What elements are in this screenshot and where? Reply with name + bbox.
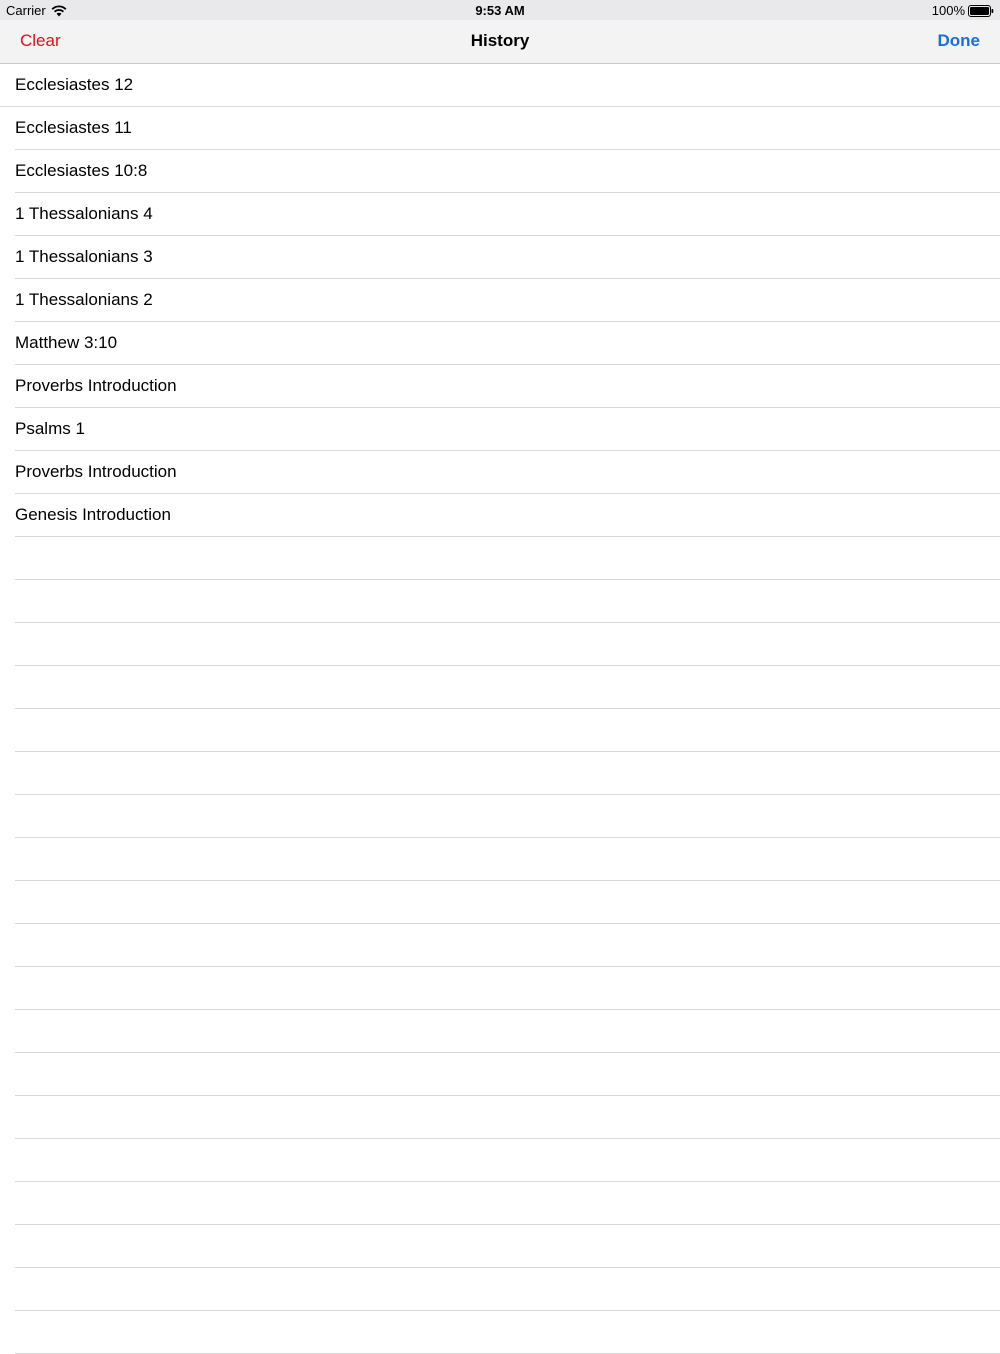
history-item-label: Ecclesiastes 11 (15, 118, 132, 137)
history-item-label: Matthew 3:10 (15, 333, 118, 352)
empty-row (15, 752, 1000, 795)
status-time: 9:53 AM (475, 3, 525, 18)
history-item-label: Ecclesiastes 10:8 (15, 161, 148, 180)
carrier-label: Carrier (6, 3, 46, 18)
history-item-label: Psalms 1 (15, 419, 85, 438)
empty-row (15, 1053, 1000, 1096)
history-item[interactable] (15, 322, 1000, 365)
status-battery (932, 3, 994, 18)
history-item[interactable] (15, 494, 1000, 537)
empty-row (15, 623, 1000, 666)
history-item[interactable] (15, 408, 1000, 451)
empty-row (15, 1096, 1000, 1139)
empty-row (15, 1311, 1000, 1354)
clear-button[interactable]: Clear (20, 31, 61, 50)
battery-percent: 100% (931, 3, 965, 18)
history-item-label: Genesis Introduction (15, 505, 171, 524)
status-bar (0, 0, 1000, 20)
history-item-label: 1 Thessalonians 3 (15, 247, 153, 266)
empty-row (15, 924, 1000, 967)
page-title: History (470, 31, 530, 50)
history-item-label: Proverbs Introduction (15, 376, 177, 395)
empty-row (15, 580, 1000, 623)
history-item[interactable] (15, 451, 1000, 494)
history-item-label: Proverbs Introduction (15, 462, 177, 481)
empty-row (15, 1268, 1000, 1311)
history-item[interactable] (15, 107, 1000, 150)
empty-row (15, 537, 1000, 580)
navigation-bar (0, 20, 1000, 64)
history-item[interactable] (15, 236, 1000, 279)
empty-row (15, 795, 1000, 838)
empty-row (15, 967, 1000, 1010)
empty-row (15, 709, 1000, 752)
empty-row (15, 1182, 1000, 1225)
history-item[interactable] (15, 193, 1000, 236)
history-item-label: 1 Thessalonians 2 (15, 290, 153, 309)
done-button[interactable]: Done (937, 31, 980, 50)
history-item[interactable] (15, 365, 1000, 408)
history-item-label: Ecclesiastes 12 (15, 75, 134, 94)
empty-row (15, 1139, 1000, 1182)
history-item[interactable] (0, 64, 1000, 107)
empty-row (15, 1010, 1000, 1053)
empty-row (15, 666, 1000, 709)
history-list (0, 64, 1000, 1354)
history-item-label: 1 Thessalonians 4 (15, 204, 153, 223)
empty-row (15, 838, 1000, 881)
empty-row (15, 1225, 1000, 1268)
history-item[interactable] (15, 150, 1000, 193)
battery-icon (968, 5, 994, 17)
history-item[interactable] (15, 279, 1000, 322)
empty-row (15, 881, 1000, 924)
